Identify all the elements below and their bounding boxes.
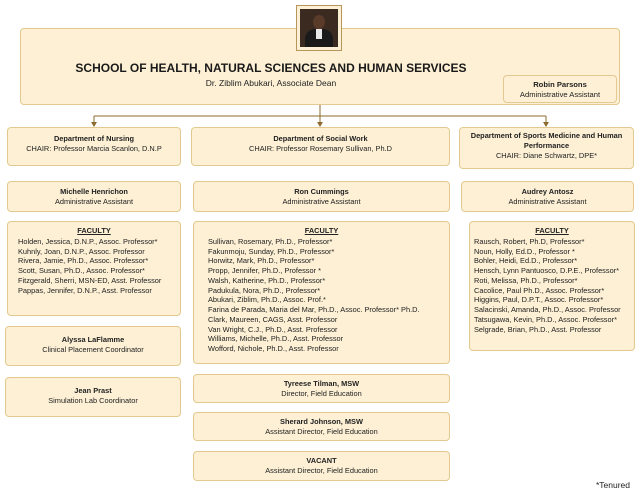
- staff-name: Sherard Johnson, MSW: [280, 417, 363, 426]
- faculty-member: Fitzgerald, Sherri, MSN-ED, Asst. Professor: [18, 275, 162, 285]
- faculty-list: [208, 237, 449, 354]
- school-title: SCHOOL OF HEALTH, NATURAL SCIENCES AND HUMAN SERVICES: [75, 61, 467, 75]
- staff-role: Assistant Director, Field Education: [265, 465, 378, 475]
- school-admin-box: [503, 75, 617, 103]
- dept-name: Department of Sports Medicine and Human Performance: [470, 131, 623, 150]
- faculty-heading: FACULTY: [535, 226, 569, 235]
- dept-social-work-box: [191, 127, 450, 166]
- faculty-member: Fakunmoju, Sunday, Ph.D., Professor*: [208, 246, 335, 256]
- faculty-member: Cacolice, Paul Ph.D., Assoc. Professor*: [474, 285, 605, 295]
- dept-nursing-box: [7, 127, 181, 166]
- staff-role: Clinical Placement Coordinator: [42, 344, 144, 354]
- faculty-member: Rivera, Jamie, Ph.D., Assoc. Professor*: [18, 256, 149, 266]
- nursing-faculty-box: [7, 221, 181, 316]
- nursing-admin-box: [7, 181, 181, 212]
- dept-chair: CHAIR: Professor Rosemary Sullivan, Ph.D: [249, 143, 392, 153]
- field-vacant-box: [193, 451, 450, 481]
- faculty-member: Padukula, Nora, Ph.D., Professor*: [208, 285, 321, 295]
- staff-name: Tyreese Tilman, MSW: [283, 379, 360, 388]
- dept-chair: CHAIR: Professor Marcia Scanlon, D.N.P: [26, 143, 162, 153]
- faculty-member: Roti, Melissa, Ph.D., Professor*: [474, 275, 578, 285]
- staff-name: Jean Prast: [74, 386, 112, 395]
- faculty-member: Horwitz, Mark, Ph.D., Professor*: [208, 256, 315, 266]
- faculty-member: Selgrade, Brian, Ph.D., Asst. Professor: [474, 324, 602, 334]
- faculty-list: [474, 237, 634, 335]
- staff-role: Assistant Director, Field Education: [265, 426, 378, 436]
- faculty-member: Tatsugawa, Kevin, Ph.D., Assoc. Professor*: [474, 314, 617, 324]
- faculty-member: Rausch, Robert, Ph.D, Professor*: [474, 236, 585, 246]
- sports-medicine-faculty-box: [469, 221, 635, 351]
- admin-name: Ron Cummings: [294, 187, 349, 196]
- school-admin-role: Administrative Assistant: [519, 90, 601, 100]
- faculty-member: Walsh, Katherine, Ph.D., Professor*: [208, 275, 326, 285]
- admin-role: Administrative Assistant: [282, 196, 361, 206]
- faculty-member: Sullivan, Rosemary, Ph.D., Professor*: [208, 236, 333, 246]
- faculty-member: Williams, Michelle, Ph.D., Asst. Professor: [208, 334, 344, 344]
- admin-role: Administrative Assistant: [508, 196, 587, 206]
- admin-name: Michelle Henrichon: [60, 187, 128, 196]
- field-director-box: [193, 374, 450, 403]
- dept-sports-medicine-box: [459, 127, 634, 169]
- faculty-member: Salacinski, Amanda, Ph.D., Assoc. Professor: [474, 305, 621, 315]
- dean-name: Dr. Ziblim Abukari, Associate Dean: [205, 78, 337, 88]
- faculty-list: [18, 237, 180, 296]
- tenured-footnote: *Tenured: [595, 480, 630, 490]
- faculty-heading: FACULTY: [304, 226, 339, 235]
- faculty-member: Farina de Parada, Maria del Mar, Ph.D., Assoc. Professor* Ph.D.: [208, 305, 420, 315]
- faculty-member: Scott, Susan, Ph.D., Assoc. Professor*: [18, 266, 145, 276]
- social-work-faculty-box: [193, 221, 450, 364]
- nursing-simlab-box: [5, 377, 181, 417]
- dept-chair: CHAIR: Diane Schwartz, DPE*: [495, 150, 598, 160]
- faculty-member: Holden, Jessica, D.N.P., Assoc. Professor*: [18, 236, 158, 246]
- staff-name: Alyssa LaFlamme: [61, 335, 125, 344]
- staff-name: VACANT: [306, 456, 337, 465]
- school-admin-name: Robin Parsons: [533, 80, 587, 89]
- faculty-member: Wofford, Nichole, Ph.D., Asst. Professor: [208, 344, 339, 354]
- sports-medicine-admin-box: [461, 181, 634, 212]
- faculty-member: Kuhnly, Joan, D.N.P., Assoc. Professor: [18, 246, 145, 256]
- faculty-heading: FACULTY: [77, 226, 111, 235]
- staff-role: Simulation Lab Coordinator: [48, 395, 138, 405]
- dean-photo: [296, 5, 342, 51]
- faculty-member: Noun, Holly, Ed.D., Professor *: [474, 246, 575, 256]
- admin-role: Administrative Assistant: [54, 196, 134, 206]
- faculty-member: Propp, Jennifer, Ph.D., Professor *: [208, 266, 321, 276]
- faculty-member: Clark, Maureen, CAGS, Asst. Professor: [208, 314, 338, 324]
- faculty-member: Pappas, Jennifer, D.N.P., Asst. Professor: [18, 285, 152, 295]
- faculty-member: Higgins, Paul, D.P.T., Assoc. Professor*: [474, 295, 604, 305]
- field-asst-director-box: [193, 412, 450, 441]
- dept-name: Department of Nursing: [53, 134, 135, 143]
- faculty-member: Abukari, Ziblim, Ph.D., Assoc. Prof.*: [208, 295, 326, 305]
- faculty-member: Hensch, Lynn Pantuosco, D.P.E., Professor*: [474, 266, 620, 276]
- social-work-admin-box: [193, 181, 450, 212]
- dept-name: Department of Social Work: [273, 134, 368, 143]
- admin-name: Audrey Antosz: [521, 187, 574, 196]
- nursing-clinical-box: [5, 326, 181, 366]
- faculty-member: Van Wright, C.J., Ph.D., Asst. Professor: [208, 324, 338, 334]
- faculty-member: Bohler, Heidi, Ed.D., Professor*: [474, 256, 578, 266]
- staff-role: Director, Field Education: [281, 388, 362, 398]
